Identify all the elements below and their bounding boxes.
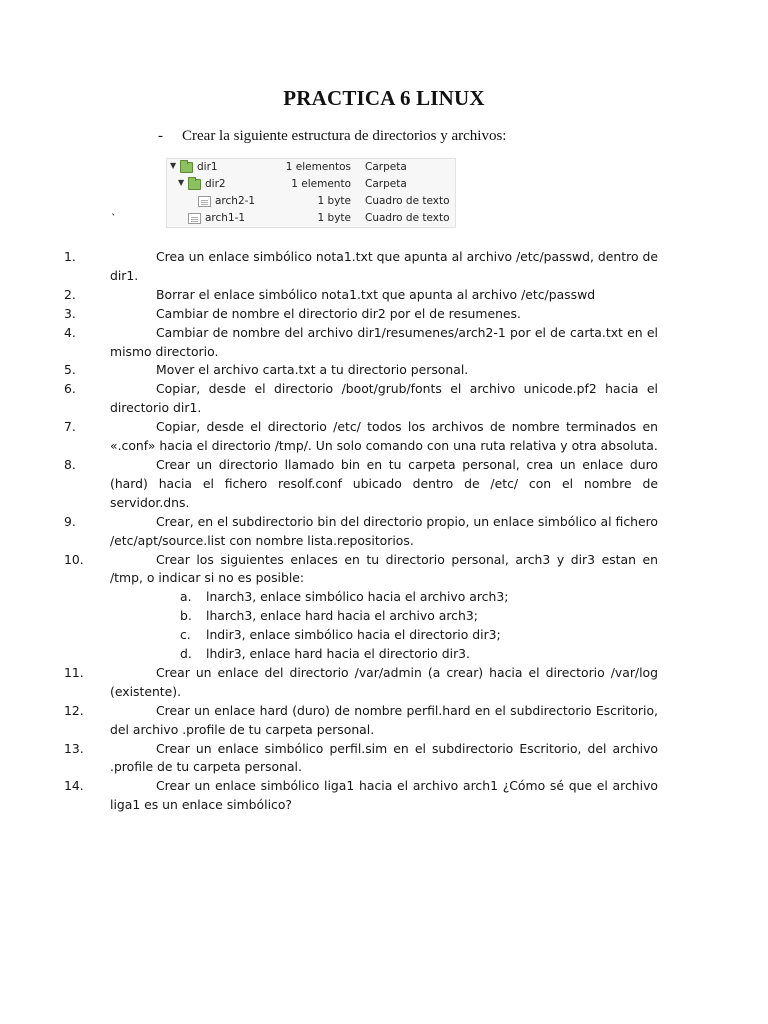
tree-row-arch2-1	[167, 194, 455, 211]
list-item	[64, 286, 658, 305]
item-number: 14.	[64, 778, 84, 794]
folder-icon	[188, 179, 201, 190]
exercise-list	[64, 248, 659, 815]
sub-item-letter: d.	[180, 646, 192, 662]
item-text: Cambiar de nombre del archivo dir1/resumenes/arch2-1 por el de carta.txt en el mismo directorio.	[110, 324, 658, 359]
list-item	[64, 456, 658, 513]
item-number: 4.	[64, 324, 76, 340]
item-number: 5.	[64, 362, 76, 378]
list-item	[64, 777, 658, 815]
item-text: Copiar, desde el directorio /boot/grub/fonts el archivo unicode.pf2 hacia el directorio dir1.	[110, 381, 658, 416]
tree-item-type: Carpeta	[365, 161, 407, 173]
sub-list-item	[180, 626, 658, 645]
sub-list-item	[180, 588, 658, 607]
sub-item-letter: c.	[180, 627, 191, 643]
tree-item-size: 1 elementos	[285, 161, 351, 173]
item-number: 6.	[64, 381, 76, 397]
tree-item-size: 1 byte	[317, 212, 351, 224]
item-text: Crear un enlace simbólico perfil.sim en el subdirectorio Escritorio, del archivo .profile de tu carpeta personal.	[110, 740, 658, 775]
sub-item-text: lndir3, enlace simbólico hacia el directorio dir3;	[206, 627, 501, 643]
item-number: 11.	[64, 664, 84, 680]
page-title: PRACTICA 6 LINUX	[283, 86, 485, 110]
list-item	[64, 702, 658, 740]
tree-item-size: 1 byte	[317, 195, 351, 207]
item-number: 12.	[64, 702, 84, 718]
sub-item-text: lnarch3, enlace simbólico hacia el archivo arch3;	[206, 589, 509, 605]
item-text: Cambiar de nombre el directorio dir2 por el de resumenes.	[156, 305, 521, 321]
item-text: Mover el archivo carta.txt a tu directorio personal.	[156, 362, 469, 378]
tree-item-name: arch1-1	[205, 212, 246, 224]
sub-item-text: lhdir3, enlace hard hacia el directorio dir3.	[206, 646, 470, 662]
list-item	[64, 664, 658, 702]
folder-icon	[180, 162, 193, 173]
tree-item-name: dir2	[205, 178, 226, 190]
text-file-icon	[188, 213, 201, 224]
tree-item-size: 1 elemento	[291, 178, 351, 190]
item-number: 9.	[64, 513, 76, 529]
tree-item-type: Cuadro de texto	[365, 195, 450, 207]
list-item	[64, 551, 658, 589]
item-text: Crear un directorio llamado bin en tu carpeta personal, crea un enlace duro (hard) hacia el fichero resolf.conf ubicado dentro de /etc/ con el nombre de servidor.dns.	[110, 456, 658, 510]
stray-mark: `	[111, 212, 117, 225]
item-text: Crear un enlace simbólico liga1 hacia el archivo arch1 ¿Cómo sé que el archivo liga1 es un enlace simbólico?	[110, 778, 658, 813]
file-tree-screenshot	[166, 158, 456, 228]
list-item	[64, 324, 658, 362]
sub-list-item	[180, 645, 658, 664]
item-text: Crear, en el subdirectorio bin del directorio propio, un enlace simbólico al fichero /etc/apt/source.list con nombre lista.repositorios.	[110, 513, 659, 548]
list-item	[64, 305, 658, 324]
list-item	[64, 248, 658, 286]
item-number: 7.	[64, 419, 76, 435]
tree-item-type: Cuadro de texto	[365, 212, 450, 224]
list-item	[64, 418, 658, 456]
tree-item-name: arch2-1	[215, 195, 256, 207]
item-number: 3.	[64, 305, 76, 321]
item-number: 8.	[64, 456, 76, 472]
tree-row-arch1-1	[167, 211, 455, 228]
item-text: Borrar el enlace simbólico nota1.txt que apunta al archivo /etc/passwd	[156, 286, 596, 302]
text-file-icon	[198, 196, 211, 207]
sub-item-text: lharch3, enlace hard hacia el archivo arch3;	[206, 608, 478, 624]
list-item	[64, 380, 658, 418]
list-item	[64, 361, 658, 380]
item-text: Crea un enlace simbólico nota1.txt que apunta al archivo /etc/passwd, dentro de dir1.	[110, 249, 658, 283]
item-text: Crear un enlace del directorio /var/admin (a crear) hacia el directorio /var/log (existente).	[110, 664, 658, 699]
bullet-dash: -	[158, 128, 163, 144]
tree-item-name: dir1	[197, 161, 218, 173]
item-text: Crear un enlace hard (duro) de nombre perfil.hard en el subdirectorio Escritorio, del archivo .profile de tu carpeta personal.	[110, 702, 658, 737]
expand-arrow-icon: ▼	[170, 161, 177, 170]
intro-text: Crear la siguiente estructura de directorios y archivos:	[182, 128, 507, 144]
intro-bullet	[158, 128, 506, 145]
sub-item-letter: b.	[180, 608, 192, 624]
expand-arrow-icon: ▼	[178, 178, 185, 187]
list-item	[64, 513, 659, 551]
item-number: 1.	[64, 249, 76, 264]
list-item	[64, 740, 658, 778]
tree-row-dir2	[167, 177, 455, 194]
tree-item-type: Carpeta	[365, 178, 407, 190]
tree-row-dir1	[167, 160, 455, 177]
sub-list-item	[180, 607, 658, 626]
item-text: Copiar, desde el directorio /etc/ todos los archivos de nombre terminados en «.conf» hacia el directorio /tmp/. Un solo comando con una ruta relativa y otra absoluta.	[110, 419, 658, 454]
sub-item-letter: a.	[180, 589, 192, 605]
item-number: 10.	[64, 551, 84, 567]
item-number: 2.	[64, 286, 76, 302]
item-text: Crear los siguientes enlaces en tu directorio personal, arch3 y dir3 estan en /tmp, o indicar si no es posible:	[110, 551, 658, 586]
item-number: 13.	[64, 740, 84, 756]
